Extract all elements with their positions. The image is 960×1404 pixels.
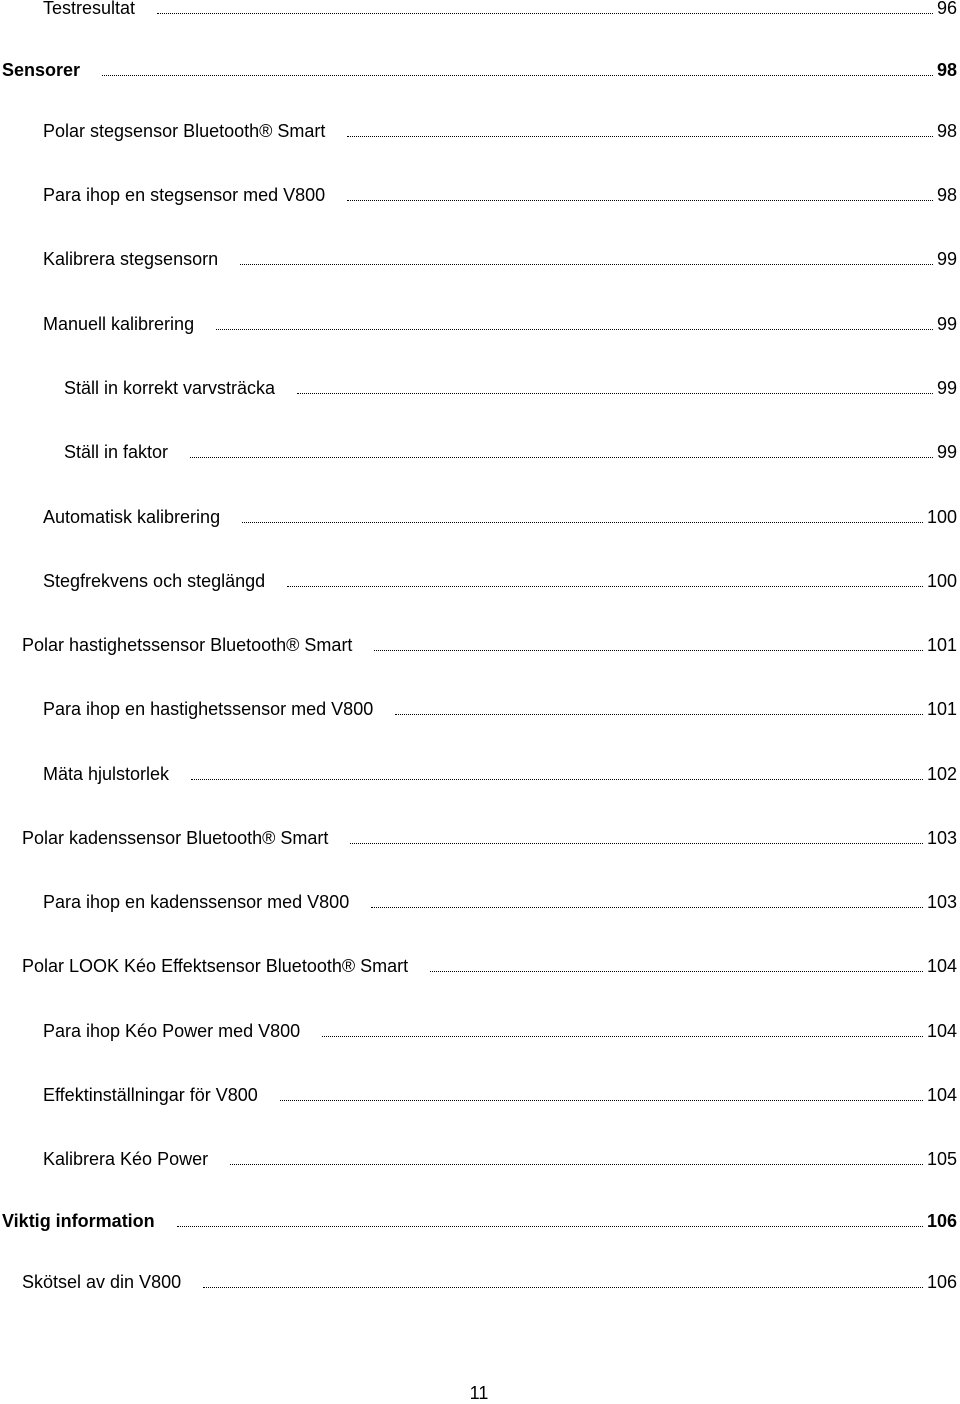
toc-entry[interactable]	[0, 375, 957, 401]
toc-dot-leader	[347, 136, 933, 137]
toc-entry[interactable]	[0, 1269, 957, 1295]
toc-entry-title: Para ihop Kéo Power med V800	[43, 1021, 301, 1041]
toc-entry-page: 100	[926, 571, 957, 591]
toc-entry[interactable]	[0, 182, 957, 208]
toc-dot-leader	[191, 779, 923, 780]
toc-entry[interactable]	[0, 953, 957, 979]
toc-dot-leader	[287, 586, 923, 587]
toc-entry[interactable]	[0, 439, 957, 465]
toc-entry-page: 96	[936, 0, 957, 18]
toc-dot-leader	[371, 907, 923, 908]
toc-entry[interactable]	[0, 57, 957, 83]
toc-dot-leader	[395, 714, 923, 715]
toc-entry[interactable]	[0, 1146, 957, 1172]
toc-entry[interactable]	[0, 0, 957, 21]
toc-entry-title: Mäta hjulstorlek	[43, 764, 170, 784]
toc-dot-leader	[322, 1036, 923, 1037]
toc-entry-page: 98	[936, 60, 957, 80]
toc-dot-leader	[240, 264, 933, 265]
toc-entry[interactable]	[0, 696, 957, 722]
toc-dot-leader	[102, 75, 933, 76]
toc-dot-leader	[280, 1100, 923, 1101]
toc-entry-page: 98	[936, 185, 957, 205]
toc-entry-title: Stegfrekvens och steglängd	[43, 571, 266, 591]
toc-dot-leader	[190, 457, 933, 458]
toc-entry-page: 103	[926, 892, 957, 912]
toc-entry-title: Skötsel av din V800	[22, 1272, 182, 1292]
toc-entry-title: Sensorer	[2, 60, 81, 80]
toc-entry-title: Kalibrera stegsensorn	[43, 249, 219, 269]
toc-entry-title: Polar kadenssensor Bluetooth® Smart	[22, 828, 329, 848]
toc-entry[interactable]	[0, 761, 957, 787]
toc-dot-leader	[177, 1226, 923, 1227]
toc-entry[interactable]	[0, 311, 957, 337]
toc-entry-page: 105	[926, 1149, 957, 1169]
toc-entry-page: 102	[926, 764, 957, 784]
toc-entry-title: Para ihop en stegsensor med V800	[43, 185, 326, 205]
toc-dot-leader	[297, 393, 933, 394]
toc-entry-page: 99	[936, 314, 957, 334]
toc-entry-title: Ställ in faktor	[64, 442, 169, 462]
toc-dot-leader	[430, 971, 923, 972]
toc-entry[interactable]	[0, 118, 957, 144]
toc-entry[interactable]	[0, 889, 957, 915]
toc-dot-leader	[374, 650, 923, 651]
toc-entry[interactable]	[0, 1208, 957, 1234]
toc-entry[interactable]	[0, 825, 957, 851]
toc-entry-page: 104	[926, 956, 957, 976]
toc-entry-page: 99	[936, 378, 957, 398]
toc-entry-page: 101	[926, 699, 957, 719]
toc-entry[interactable]	[0, 246, 957, 272]
toc-entry-page: 100	[926, 507, 957, 527]
toc-entry-title: Para ihop en hastighetssensor med V800	[43, 699, 374, 719]
toc-entry[interactable]	[0, 1018, 957, 1044]
page-number: 11	[469, 1383, 489, 1403]
toc-entry[interactable]	[0, 1082, 957, 1108]
toc-dot-leader	[350, 843, 923, 844]
toc-entry-title: Viktig information	[2, 1211, 155, 1231]
toc-entry-page: 104	[926, 1021, 957, 1041]
toc-entry-title: Polar hastighetssensor Bluetooth® Smart	[22, 635, 353, 655]
toc-entry-title: Automatisk kalibrering	[43, 507, 221, 527]
toc-dot-leader	[230, 1164, 923, 1165]
toc-dot-leader	[242, 522, 923, 523]
toc-entry-page: 101	[926, 635, 957, 655]
toc-entry-title: Ställ in korrekt varvsträcka	[64, 378, 276, 398]
toc-entry-title: Polar stegsensor Bluetooth® Smart	[43, 121, 326, 141]
toc-entry-page: 106	[926, 1272, 957, 1292]
toc-entry-title: Polar LOOK Kéo Effektsensor Bluetooth® Smart	[22, 956, 409, 976]
toc-dot-leader	[203, 1287, 923, 1288]
toc-entry[interactable]	[0, 504, 957, 530]
toc-entry-page: 99	[936, 442, 957, 462]
toc-entry-title: Effektinställningar för V800	[43, 1085, 258, 1105]
toc-entry[interactable]	[0, 632, 957, 658]
toc-dot-leader	[216, 329, 933, 330]
toc-entry-page: 106	[926, 1211, 957, 1231]
toc-entry-page: 99	[936, 249, 957, 269]
toc-entry-title: Testresultat	[43, 0, 136, 18]
toc-entry-page: 103	[926, 828, 957, 848]
toc-entry-title: Para ihop en kadenssensor med V800	[43, 892, 350, 912]
toc-entry-page: 98	[936, 121, 957, 141]
toc-dot-leader	[157, 13, 933, 14]
toc-entry-page: 104	[926, 1085, 957, 1105]
toc-dot-leader	[347, 200, 933, 201]
toc-entry[interactable]	[0, 568, 957, 594]
toc-entry-title: Manuell kalibrering	[43, 314, 195, 334]
toc-entry-title: Kalibrera Kéo Power	[43, 1149, 209, 1169]
